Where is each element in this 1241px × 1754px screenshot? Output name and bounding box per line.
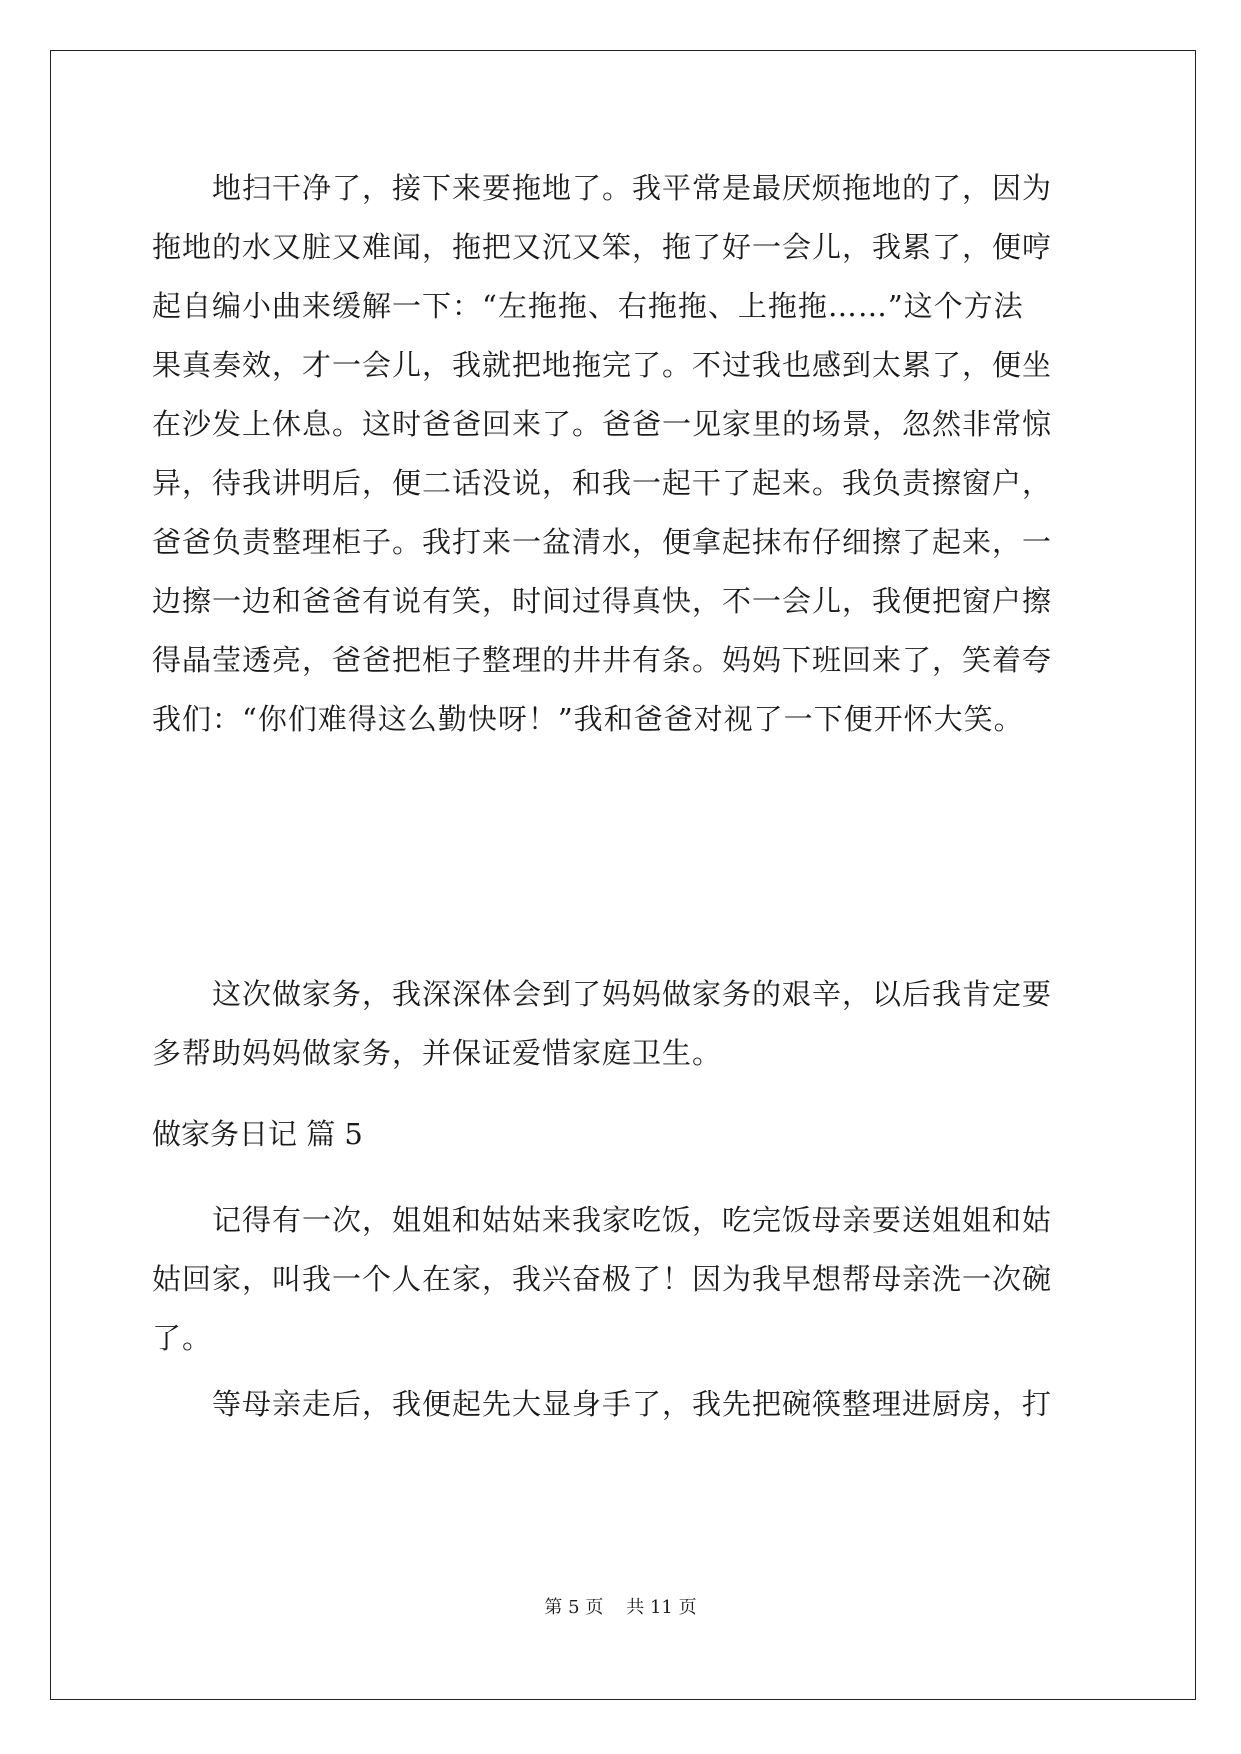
text-line: 我们：“你们难得这么勤快呀！”我和爸爸对视了一下便开怀大笑。 [152, 702, 1024, 736]
text-line: 拖地的水又脏又难闻，拖把又沉又笨，拖了好一会儿，我累了，便哼 [152, 230, 1053, 264]
text-line: 边擦一边和爸爸有说有笑，时间过得真快，不一会儿，我便把窗户擦 [152, 584, 1053, 618]
text-line: 异，待我讲明后，便二话没说，和我一起干了起来。我负责擦窗户， [152, 466, 1053, 500]
text-line: 爸爸负责整理柜子。我打来一盆清水，便拿起抹布仔细擦了起来，一 [152, 525, 1053, 559]
text-line: 等母亲走后，我便起先大显身手了，我先把碗筷整理进厨房，打 [152, 1387, 1053, 1421]
text-line: 这次做家务，我深深体会到了妈妈做家务的艰辛，以后我肯定要 [152, 977, 1053, 1011]
text-line: 姑回家，叫我一个人在家，我兴奋极了！因为我早想帮母亲洗一次碗 [152, 1262, 1053, 1296]
text-line: 果真奏效，才一会儿，我就把地拖完了。不过我也感到太累了，便坐 [152, 348, 1053, 382]
text-line: 多帮助妈妈做家务，并保证爱惜家庭卫生。 [152, 1036, 723, 1070]
page-total: 共 11 页 [626, 1597, 697, 1618]
text-line: 在沙发上休息。这时爸爸回来了。爸爸一见家里的场景，忽然非常惊 [152, 407, 1053, 441]
text-line: 得晶莹透亮，爸爸把柜子整理的井井有条。妈妈下班回来了，笑着夸 [152, 643, 1053, 677]
page-number: 第 5 页 [544, 1597, 604, 1618]
section-heading: 做家务日记 篇 5 [152, 1117, 363, 1151]
text-line: 起自编小曲来缓解一下：“左拖拖、右拖拖、上拖拖……”这个方法 [152, 289, 1024, 323]
page-footer [0, 1596, 1241, 1620]
text-line: 地扫干净了，接下来要拖地了。我平常是最厌烦拖地的了，因为 [152, 171, 1053, 205]
text-line: 了。 [152, 1321, 213, 1355]
text-line: 记得有一次，姐姐和姑姑来我家吃饭，吃完饭母亲要送姐姐和姑 [152, 1203, 1053, 1237]
